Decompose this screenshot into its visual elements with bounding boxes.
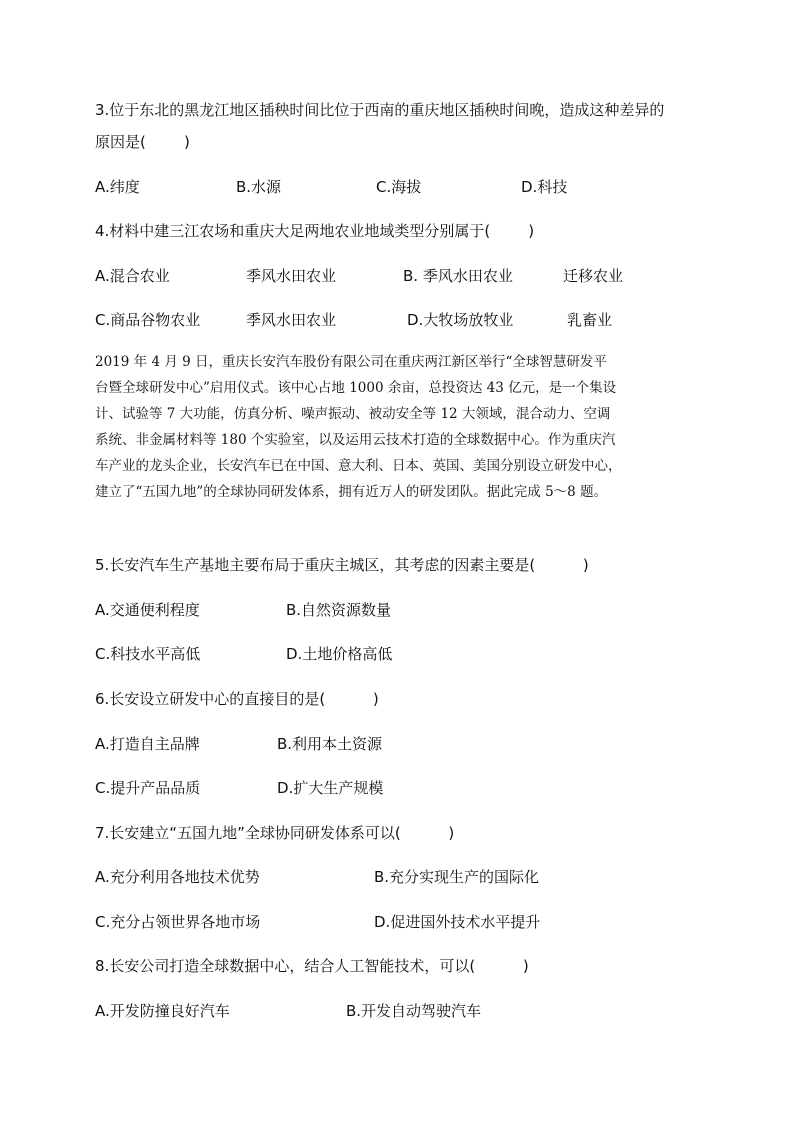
- q5-option-a: A.交通便利程度: [95, 601, 200, 619]
- q3-option-c: C.海拔: [376, 178, 422, 196]
- q3-option-d: D.科技: [521, 178, 568, 196]
- q4-stem: 4.材料中建三江农场和重庆大足两地农业地域类型分别属于( ): [95, 222, 535, 240]
- q6-option-c: C.提升产品品质: [95, 779, 201, 797]
- q6-option-b: B.利用本土资源: [277, 735, 383, 753]
- q6-option-a: A.打造自主品牌: [95, 735, 200, 753]
- q7-option-a: A.充分利用各地技术优势: [95, 868, 260, 886]
- passage-line: 2019 年 4 月 9 日，重庆长安汽车股份有限公司在重庆两江新区举行“全球智慧研发平: [95, 354, 607, 370]
- q5-option-d: D.土地价格高低: [286, 645, 393, 663]
- q3-option-b: B.水源: [236, 178, 282, 196]
- passage-line: 建立了“五国九地”的全球协同研发体系，拥有近万人的研发团队。据此完成 5～8 题。: [95, 484, 608, 500]
- q3-option-a: A.纬度: [95, 178, 140, 196]
- passage-line: 计、试验等 7 大功能，仿真分析、噪声振动、被动安全等 12 大领域，混合动力、空调: [95, 406, 611, 422]
- q5-stem: 5.长安汽车生产基地主要布局于重庆主城区，其考虑的因素主要是( ): [95, 556, 589, 574]
- q4-option-d: D.大牧场放牧业: [407, 311, 514, 329]
- passage-line: 车产业的龙头企业，长安汽车已在中国、意大利、日本、英国、美国分别设立研发中心，: [95, 458, 622, 474]
- q5-option-c: C.科技水平高低: [95, 645, 201, 663]
- q8-stem: 8.长安公司打造全球数据中心，结合人工智能技术，可以( ): [95, 957, 529, 975]
- q4-option-b-second: 迁移农业: [563, 267, 624, 285]
- q3-stem-line2: 原因是( ): [95, 133, 190, 151]
- q7-option-b: B.充分实现生产的国际化: [374, 868, 540, 886]
- q8-option-a: A.开发防撞良好汽车: [95, 1002, 230, 1020]
- q7-option-c: C.充分占领世界各地市场: [95, 913, 261, 931]
- q4-option-a: A.混合农业: [95, 267, 170, 285]
- q4-option-b: B. 季风水田农业: [403, 267, 513, 285]
- q8-option-b: B.开发自动驾驶汽车: [346, 1002, 482, 1020]
- q4-option-a-second: 季风水田农业: [246, 267, 337, 285]
- q6-option-d: D.扩大生产规模: [277, 779, 384, 797]
- q7-option-d: D.促进国外技术水平提升: [374, 913, 541, 931]
- reading-passage: [95, 349, 705, 505]
- passage-line: 系统、非金属材料等 180 个实验室，以及运用云技术打造的全球数据中心。作为重庆汽: [95, 432, 616, 448]
- q7-stem: 7.长安建立“五国九地”全球协同研发体系可以( ): [95, 824, 455, 842]
- q5-option-b: B.自然资源数量: [286, 601, 392, 619]
- q4-option-d-second: 乳畜业: [567, 311, 613, 329]
- q4-option-c: C.商品谷物农业: [95, 311, 201, 329]
- passage-line: 台暨全球研发中心”启用仪式。该中心占地 1000 余亩，总投资达 43 亿元，是一个集设: [95, 380, 617, 396]
- q4-option-c-second: 季风水田农业: [246, 311, 337, 329]
- q3-stem-line1: 3.位于东北的黑龙江地区插秧时间比位于西南的重庆地区插秧时间晚，造成这种差异的: [95, 101, 665, 119]
- q6-stem: 6.长安设立研发中心的直接目的是( ): [95, 690, 379, 708]
